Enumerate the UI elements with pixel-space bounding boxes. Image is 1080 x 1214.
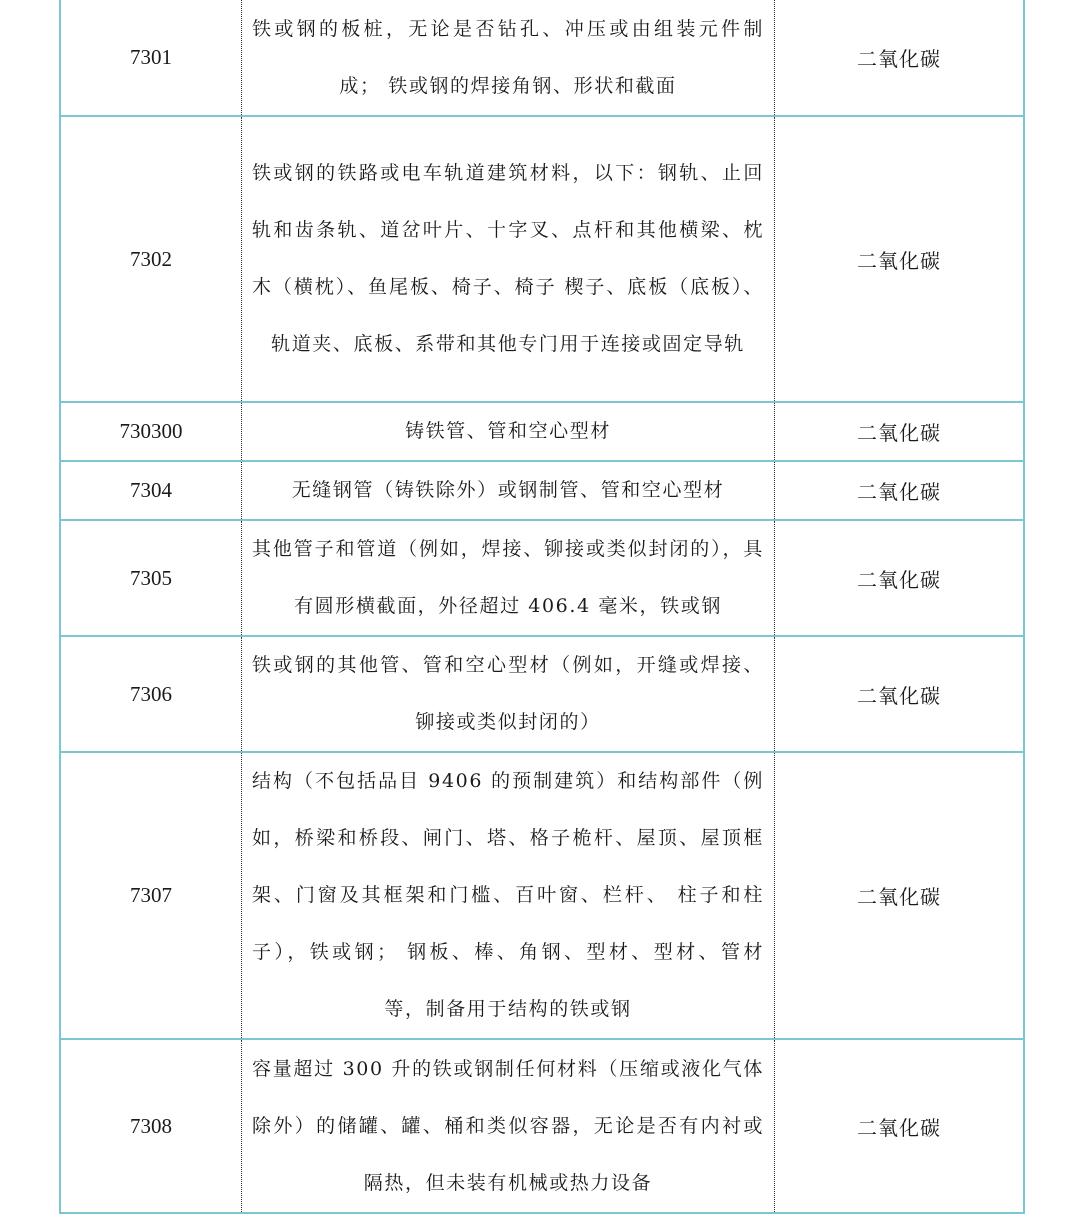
description-cell [242,752,775,1039]
description-text: 无缝钢管（铸铁除外）或钢制管、管和空心型材 [291,479,725,501]
table-row [60,636,1024,752]
table-row [60,752,1024,1039]
description-cell [242,0,775,116]
description-cell [242,636,775,752]
description-text: 其他管子和管道（例如，焊接、铆接或类似封闭的），具有圆形横截面，外径超过 406.4 毫米，铁或钢 [252,538,764,617]
hs-code-cell: 7301 [60,0,242,116]
table-row [60,520,1024,636]
description-cell [242,461,775,520]
description-text: 结构（不包括品目 9406 的预制建筑）和结构部件（例如，桥梁和桥段、闸门、塔、格子桅杆、屋顶、屋顶框架、门窗及其框架和门槛、百叶窗、栏杆、 柱子和柱子），铁或钢； 钢板、棒、角钢、型材、型材、管材等，制备用于结构的铁或钢 [252,770,764,1020]
hs-code-cell: 7305 [60,520,242,636]
hs-code-cell: 7306 [60,636,242,752]
hs-code-cell: 730300 [60,402,242,461]
description-text: 容量超过 300 升的铁或钢制任何材料（压缩或液化气体除外）的储罐、罐、桶和类似容器，无论是否有内衬或隔热，但未装有机械或热力设备 [252,1057,764,1194]
table-row [60,116,1024,402]
description-cell [242,402,775,461]
table-row [60,1039,1024,1213]
gas-cell: 二氧化碳 [775,116,1025,402]
gas-cell: 二氧化碳 [775,752,1025,1039]
table-row [60,461,1024,520]
hs-code-cell: 7304 [60,461,242,520]
description-text: 铁或钢的铁路或电车轨道建筑材料，以下：钢轨、止回轨和齿条轨、道岔叶片、十字叉、点杆和其他横梁、枕木（横枕）、鱼尾板、椅子、椅子 楔子、底板（底板）、轨道夹、底板、系带和其他专门用于连接或固定导轨 [252,162,764,355]
gas-cell: 二氧化碳 [775,402,1025,461]
gas-cell: 二氧化碳 [775,520,1025,636]
description-text: 铁或钢的板桩，无论是否钻孔、冲压或由组装元件制成； 铁或钢的焊接角钢、形状和截面 [252,17,764,97]
product-table-container [59,0,1025,1214]
description-cell [242,116,775,402]
gas-cell: 二氧化碳 [775,1039,1025,1213]
description-cell [242,520,775,636]
hs-code-cell: 7302 [60,116,242,402]
description-text: 铸铁管、管和空心型材 [404,420,611,442]
table-row [60,0,1024,116]
table-row [60,402,1024,461]
description-text: 铁或钢的其他管、管和空心型材（例如，开缝或焊接、铆接或类似封闭的） [252,654,764,733]
gas-cell: 二氧化碳 [775,636,1025,752]
hs-code-cell: 7307 [60,752,242,1039]
hs-code-cell: 7308 [60,1039,242,1213]
description-cell [242,1039,775,1213]
gas-cell: 二氧化碳 [775,0,1025,116]
product-emission-table [59,0,1025,1214]
gas-cell: 二氧化碳 [775,461,1025,520]
